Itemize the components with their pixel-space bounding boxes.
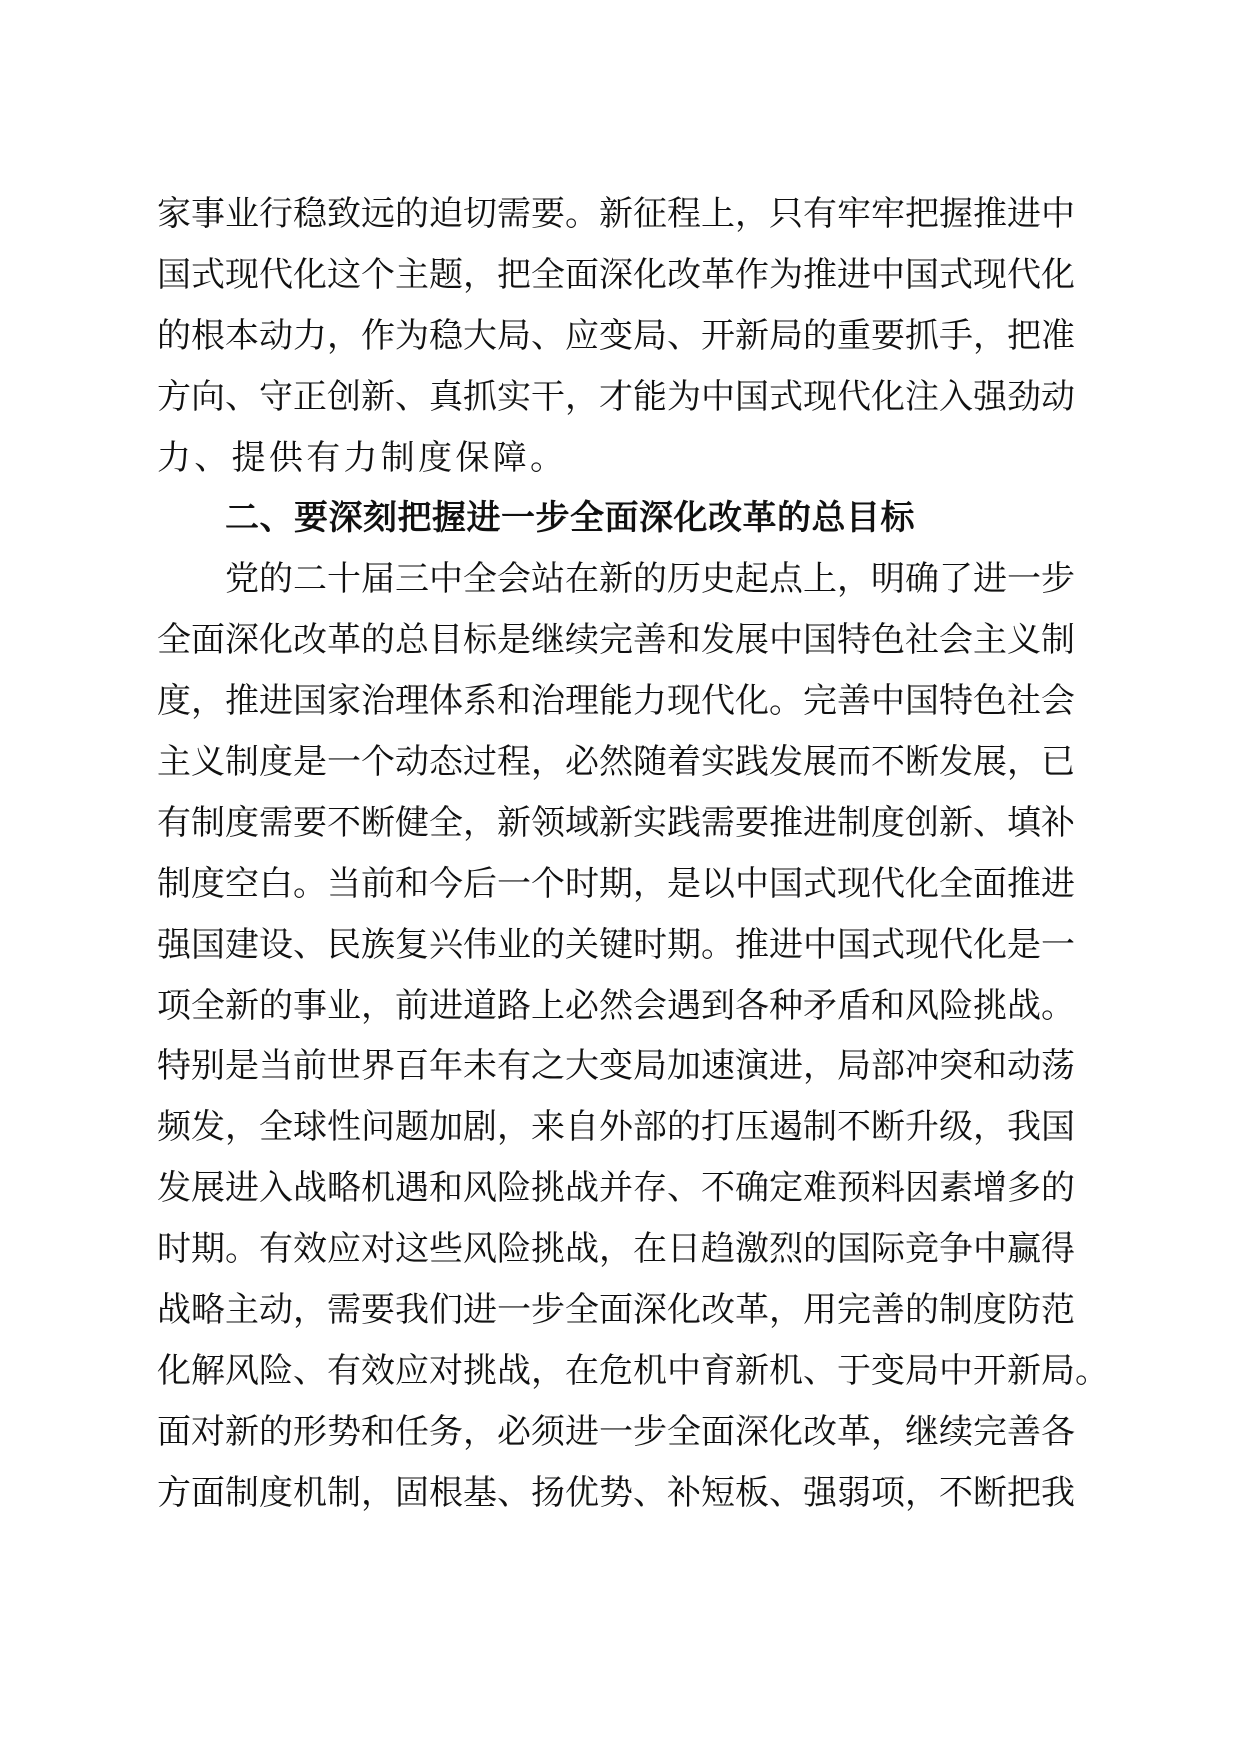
paragraph-line: 频发，全球性问题加剧，来自外部的打压遏制不断升级，我国 [157, 1107, 1075, 1148]
section-heading: 二、要深刻把握进一步全面深化改革的总目标 [225, 498, 915, 539]
document-body [157, 184, 1109, 1524]
paragraph-line: 发展进入战略机遇和风险挑战并存、不确定难预料因素增多的 [157, 1168, 1075, 1209]
paragraph-line: 国式现代化这个主题，把全面深化改革作为推进中国式现代化 [157, 254, 1075, 295]
paragraph-line: 度，推进国家治理体系和治理能力现代化。完善中国特色社会 [157, 681, 1075, 722]
paragraph-line: 全面深化改革的总目标是继续完善和发展中国特色社会主义制 [157, 620, 1075, 661]
paragraph-line: 党的二十届三中全会站在新的历史起点上，明确了进一步 [225, 559, 1075, 600]
paragraph-line: 方面制度机制，固根基、扬优势、补短板、强弱项，不断把我 [157, 1472, 1075, 1513]
paragraph-1 [157, 184, 1075, 488]
paragraph-line: 家事业行稳致远的迫切需要。新征程上，只有牢牢把握推进中 [157, 194, 1075, 234]
paragraph-line: 特别是当前世界百年未有之大变局加速演进，局部冲突和动荡 [157, 1046, 1075, 1087]
paragraph-line: 战略主动，需要我们进一步全面深化改革，用完善的制度防范 [157, 1290, 1075, 1331]
paragraph-line: 面对新的形势和任务，必须进一步全面深化改革，继续完善各 [157, 1411, 1075, 1452]
paragraph-line: 项全新的事业，前进道路上必然会遇到各种矛盾和风险挑战。 [157, 985, 1075, 1026]
paragraph-line: 时期。有效应对这些风险挑战，在日趋激烈的国际竞争中赢得 [157, 1229, 1075, 1270]
paragraph-line: 力、提供有力制度保障。 [157, 437, 568, 478]
paragraph-line: 制度空白。当前和今后一个时期，是以中国式现代化全面推进 [157, 863, 1075, 904]
paragraph-line: 主义制度是一个动态过程，必然随着实践发展而不断发展，已 [157, 742, 1075, 783]
paragraph-2 [157, 549, 1109, 1523]
paragraph-line: 强国建设、民族复兴伟业的关键时期。推进中国式现代化是一 [157, 924, 1075, 965]
paragraph-line: 有制度需要不断健全，新领域新实践需要推进制度创新、填补 [157, 802, 1075, 843]
paragraph-line: 的根本动力，作为稳大局、应变局、开新局的重要抓手，把准 [157, 315, 1075, 356]
paragraph-line: 化解风险、有效应对挑战，在危机中育新机、于变局中开新局。 [157, 1350, 1109, 1391]
paragraph-line: 方向、守正创新、真抓实干，才能为中国式现代化注入强劲动 [157, 376, 1075, 417]
